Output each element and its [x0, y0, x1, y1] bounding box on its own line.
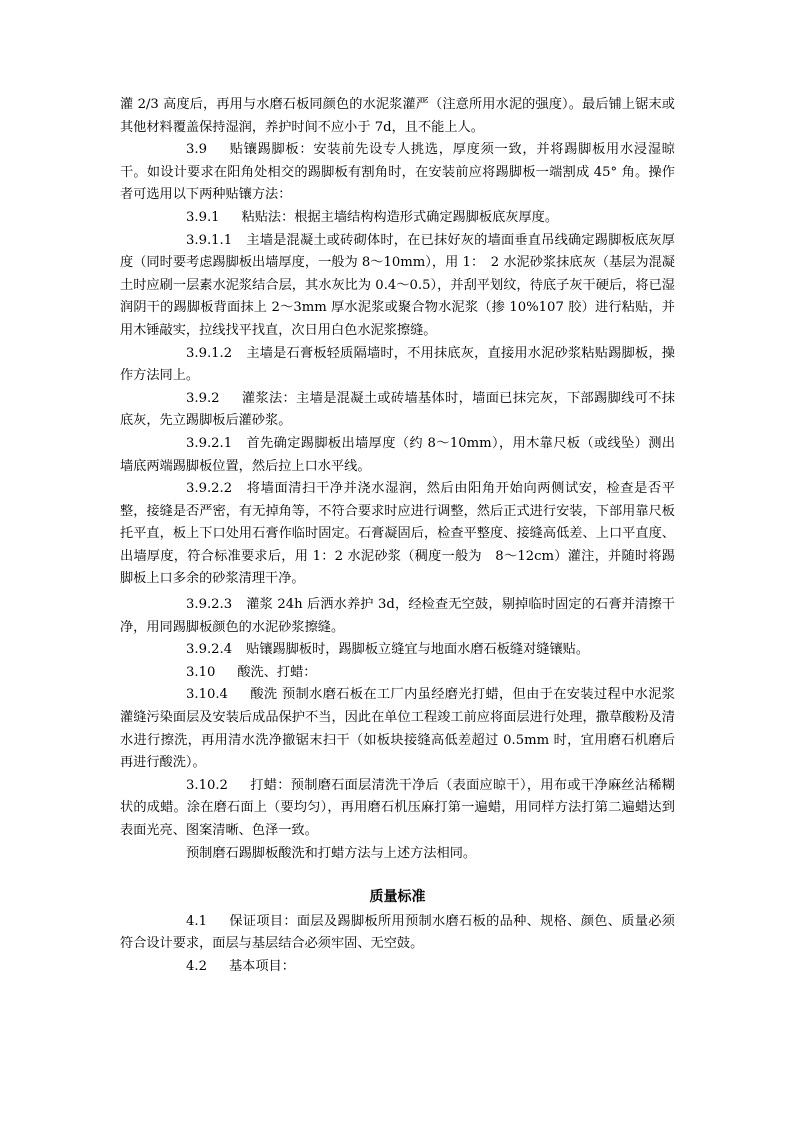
paragraph-3-9: [120, 139, 675, 207]
paragraph-3-9-2: [120, 388, 675, 433]
paragraph-3-9-2-1: [120, 433, 675, 478]
section-number: 3.9.2.4: [186, 642, 233, 658]
paragraph-text: 酸洗、打蜡：: [237, 664, 317, 680]
paragraph-text: 灌浆法：主墙是混凝土或砖墙基体时，墙面已抹完灰，下部踢脚线可不抹底灰，先立踢脚板后灌砂浆。: [120, 390, 675, 429]
paragraph-3-9-1-1: [120, 230, 675, 343]
paragraph-3-10-4: [120, 684, 675, 774]
paragraph-continuation: [120, 94, 675, 139]
section-number: 3.10.2: [186, 777, 228, 793]
paragraph-text: 主墙是混凝土或砖砌体时，在已抹好灰的墙面垂直吊线确定踢脚板底灰厚度（同时要考虑踢脚板出墙厚度，一般为 8～10mm），用 1： 2 水泥砂浆抹底灰（基层为混凝土时应刷一层素水泥浆结合层，其水灰比为 0.4～0.5），并刮平划纹，待底子灰干硬后，将已湿润阴干的踢脚板背面抹上 2～3mm 厚水泥浆或聚合物水泥浆（掺 10%107 胶）进行粘贴，并用木锤敲实，拉线找平找直，次日用白色水泥浆擦缝。: [120, 232, 675, 338]
section-number: 3.9.2: [186, 390, 220, 406]
section-number: 3.9.2.3: [186, 597, 233, 613]
paragraph-text: 保证项目：面层及踢脚板所用预制水磨石板的品种、规格、颜色、质量必须符合设计要求，面层与基层结合必须牢固、无空鼓。: [120, 913, 675, 952]
section-number: 3.9.1.1: [186, 232, 233, 248]
paragraph-text: 灌浆 24h 后洒水养护 3d，经检查无空鼓，剔掉临时固定的石膏并清擦干净，用同踢脚板颜色的水泥砂浆擦缝。: [120, 597, 675, 635]
paragraph-text: 粘贴法：根据主墙结构构造形式确定踢脚板底灰厚度。: [241, 209, 559, 225]
paragraph-text: 贴镶踢脚板时，踢脚板立缝宜与地面水磨石板缝对缝镶贴。: [246, 642, 590, 658]
paragraph-text: 酸洗 预制水磨石板在工厂内虽经磨光打蜡，但由于在安装过程中水泥浆灌缝污染面层及安装后成品保护不当，因此在单位工程竣工前应将面层进行处理，撒草酸粉及清水进行擦洗，再用清水洗净撤锯末扫干（如板块接缝高低差超过 0.5mm 时，宜用磨石机磨后再进行酸洗）。: [120, 687, 675, 771]
paragraph-3-9-1-2: [120, 343, 675, 388]
paragraph-3-9-2-3: [120, 594, 675, 639]
section-number: 3.9.2.2: [186, 481, 233, 497]
paragraph-text: 将墙面清扫干净并浇水湿润，然后由阳角开始向两侧试安，检查是否平整，接缝是否严密，有无掉角等，不符合要求时应进行调整，然后正式进行安装，下部用靠尺板托平直，板上下口处用石膏作临时固定。石膏凝固后，检查平整度、接缝高低差、上口平直度、出墙厚度，符合标准要求后，用 1：2 水泥砂浆（稠度一般为 8～12cm）灌注，并随时将踢脚板上口多余的砂浆清理干净。: [120, 481, 675, 587]
section-number: 4.1: [186, 913, 207, 929]
paragraph-text: 基本项目：: [228, 958, 295, 974]
section-number: 3.9.1: [186, 209, 220, 225]
paragraph-3-9-2-2: [120, 478, 675, 591]
paragraph-3-9-1: [120, 207, 675, 230]
section-number: 4.2: [186, 958, 207, 974]
paragraph-text: 主墙是石膏板轻质隔墙时，不用抹底灰，直接用水泥砂浆粘贴踢脚板，操作方法同上。: [120, 345, 675, 384]
paragraph-closing-note: [120, 843, 675, 866]
paragraph-3-9-2-4: [120, 639, 675, 662]
paragraph-4-1: [120, 911, 675, 956]
paragraph-3-10-2: [120, 775, 675, 843]
document-page: [120, 94, 675, 979]
paragraph-3-10: [120, 662, 675, 685]
section-number: 3.10.4: [186, 687, 228, 703]
section-number: 3.10: [186, 664, 216, 680]
paragraph-4-2: [120, 956, 675, 979]
paragraph-text: 打蜡：预制磨石面层清洗干净后（表面应晾干），用布或干净麻丝沾稀糊状的成蜡。涂在磨石面上（要均匀），再用磨石机压麻打第一遍蜡，用同样方法打第二遍蜡达到表面光亮、图案清晰、色泽一致。: [120, 777, 675, 838]
paragraph-text: 预制磨石踢脚板酸洗和打蜡方法与上述方法相同。: [186, 845, 477, 861]
section-number: 3.9.2.1: [186, 435, 233, 451]
paragraph-text: 灌 2/3 高度后，再用与水磨石板同颜色的水泥浆灌严（注意所用水泥的强度）。最后铺上锯末或其他材料覆盖保持湿润，养护时间不应小于 7d，且不能上人。: [120, 97, 675, 135]
section-number: 3.9.1.2: [186, 345, 233, 361]
section-number: 3.9: [186, 142, 207, 158]
paragraph-text: 首先确定踢脚板出墙厚度（约 8～10mm），用木靠尺板（或线坠）测出墙底两端踢脚板位置，然后拉上口水平线。: [120, 435, 675, 474]
section-heading: 质量标准: [369, 889, 426, 906]
paragraph-text: 贴镶踢脚板：安装前先设专人挑选，厚度须一致，并将踢脚板用水浸湿晾干。如设计要求在阳角处相交的踢脚板有割角时，在安装前应将踢脚板一端割成 45° 角。操作者可选用以下两种贴镶方法：: [120, 142, 675, 203]
